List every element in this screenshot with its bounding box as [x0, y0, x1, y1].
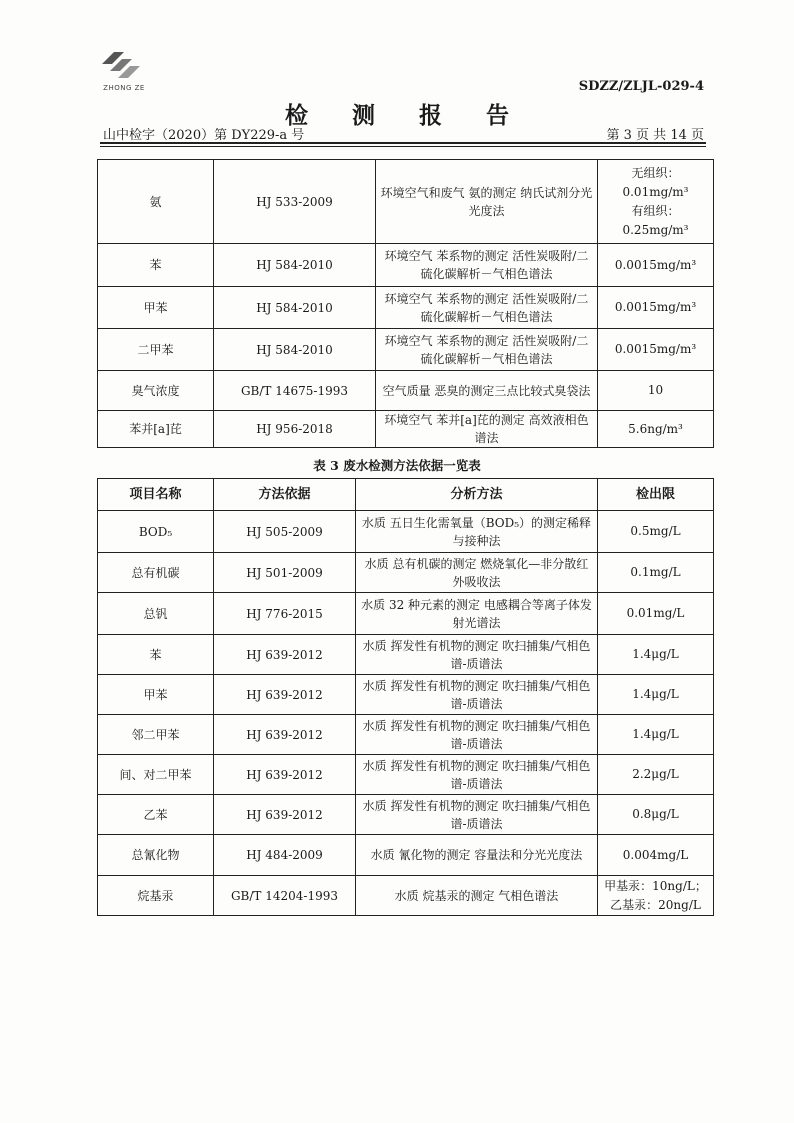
std-cell: HJ 776-2015 [214, 593, 356, 635]
std-cell: HJ 639-2012 [214, 675, 356, 715]
table-row [98, 795, 714, 835]
table-row [98, 244, 714, 287]
limit-line: 1.4μg/L [632, 647, 679, 661]
item-cell: 总有机碳 [98, 553, 214, 593]
page-title: 检 测 报 告 [284, 102, 528, 129]
limit-cell [598, 755, 714, 795]
company-logo [100, 50, 148, 96]
table-row [98, 287, 714, 329]
std-cell: HJ 533-2009 [214, 160, 376, 244]
item-cell: 二甲苯 [98, 329, 214, 371]
limit-line: 1.4μg/L [632, 727, 679, 741]
table-row [98, 329, 714, 371]
limit-cell [598, 287, 714, 329]
table-row [98, 675, 714, 715]
report-subheader [103, 124, 704, 143]
std-cell: GB/T 14204-1993 [214, 876, 356, 916]
limit-line: 1.4μg/L [632, 687, 679, 701]
item-cell: 甲苯 [98, 287, 214, 329]
limit-line: 有组织： [631, 203, 680, 218]
limit-cell [598, 795, 714, 835]
document-number: SDZZ/ZLJL-029-4 [578, 79, 704, 94]
header-rule-thick [100, 142, 706, 144]
limit-line: 10 [647, 383, 664, 397]
table-row [98, 553, 714, 593]
limit-line: 0.01mg/L [626, 606, 685, 620]
limit-line: 5.6ng/m³ [628, 421, 683, 436]
limit-cell [598, 329, 714, 371]
method-cell: 水质 五日生化需氧量（BOD₅）的测定稀释与接种法 [356, 511, 598, 553]
limit-line: 2.2μg/L [632, 767, 679, 781]
limit-line: 0.01mg/m³ [622, 184, 689, 199]
std-cell: HJ 505-2009 [214, 511, 356, 553]
limit-cell [598, 715, 714, 755]
method-cell: 空气质量 恶臭的测定三点比较式臭袋法 [376, 371, 598, 411]
item-cell: 邻二甲苯 [98, 715, 214, 755]
std-cell: HJ 639-2012 [214, 715, 356, 755]
header-item: 项目名称 [98, 479, 214, 511]
header-method: 分析方法 [356, 479, 598, 511]
std-cell: GB/T 14675-1993 [214, 371, 376, 411]
table3-caption: 表 3 废水检测方法依据一览表 [313, 458, 481, 473]
method-cell: 水质 挥发性有机物的测定 吹扫捕集/气相色谱-质谱法 [356, 675, 598, 715]
method-cell: 水质 总有机碳的测定 燃烧氧化—非分散红外吸收法 [356, 553, 598, 593]
item-cell: 苯 [98, 635, 214, 675]
limit-cell [598, 411, 714, 448]
limit-line: 0.0015mg/m³ [614, 257, 697, 272]
limit-line: 0.004mg/L [622, 847, 689, 862]
table-row [98, 593, 714, 635]
std-cell: HJ 584-2010 [214, 287, 376, 329]
std-cell: HJ 639-2012 [214, 795, 356, 835]
std-cell: HJ 956-2018 [214, 411, 376, 448]
limit-line: 0.0015mg/m³ [614, 300, 697, 314]
item-cell: 甲苯 [98, 675, 214, 715]
table-row [98, 876, 714, 916]
std-cell: HJ 501-2009 [214, 553, 356, 593]
limit-cell [598, 511, 714, 553]
limit-cell [598, 876, 714, 916]
method-cell: 环境空气 苯并[a]芘的测定 高效液相色谱法 [376, 411, 598, 448]
table-row [98, 371, 714, 411]
table-row [98, 715, 714, 755]
method-cell: 水质 挥发性有机物的测定 吹扫捕集/气相色谱-质谱法 [356, 795, 598, 835]
std-cell: HJ 639-2012 [214, 635, 356, 675]
limit-line: 0.25mg/m³ [622, 222, 689, 237]
item-cell: 总氰化物 [98, 835, 214, 876]
item-cell: 苯 [98, 244, 214, 287]
method-cell: 环境空气和废气 氨的测定 纳氏试剂分光光度法 [376, 160, 598, 244]
method-cell: 水质 挥发性有机物的测定 吹扫捕集/气相色谱-质谱法 [356, 755, 598, 795]
item-cell: 臭气浓度 [98, 371, 214, 411]
logo-text: ZHONG ZE [103, 84, 145, 92]
table-row [98, 160, 714, 244]
item-cell: 乙苯 [98, 795, 214, 835]
std-cell: HJ 584-2010 [214, 244, 376, 287]
limit-cell [598, 244, 714, 287]
limit-cell [598, 835, 714, 876]
item-cell: 苯并[a]芘 [98, 411, 214, 448]
header-limit: 检出限 [598, 479, 714, 511]
table-row [98, 635, 714, 675]
limit-line: 0.1mg/L [630, 565, 681, 579]
std-cell: HJ 639-2012 [214, 755, 356, 795]
limit-cell [598, 593, 714, 635]
method-cell: 环境空气 苯系物的测定 活性炭吸附/二硫化碳解析－气相色谱法 [376, 244, 598, 287]
method-cell: 水质 挥发性有机物的测定 吹扫捕集/气相色谱-质谱法 [356, 635, 598, 675]
table-header-row [98, 479, 714, 511]
limit-cell [598, 160, 714, 244]
method-cell: 环境空气 苯系物的测定 活性炭吸附/二硫化碳解析－气相色谱法 [376, 287, 598, 329]
header-std: 方法依据 [214, 479, 356, 511]
item-cell: 烷基汞 [98, 876, 214, 916]
wastewater-methods-table [97, 478, 714, 916]
limit-line: 0.5mg/L [630, 524, 681, 538]
limit-cell [598, 371, 714, 411]
limit-cell [598, 675, 714, 715]
air-methods-table [97, 159, 714, 448]
method-cell: 水质 氰化物的测定 容量法和分光光度法 [356, 835, 598, 876]
limit-line: 0.8μg/L [632, 807, 679, 821]
table-row [98, 411, 714, 448]
header-rule-thin [100, 146, 706, 147]
limit-line: 无组织： [631, 165, 680, 180]
std-cell: HJ 584-2010 [214, 329, 376, 371]
table-row [98, 755, 714, 795]
item-cell: 总钒 [98, 593, 214, 635]
std-cell: HJ 484-2009 [214, 835, 356, 876]
report-id: 山中检字（2020）第 DY229-a 号 [103, 128, 305, 143]
method-cell: 环境空气 苯系物的测定 活性炭吸附/二硫化碳解析－气相色谱法 [376, 329, 598, 371]
item-cell: 间、对二甲苯 [98, 755, 214, 795]
method-cell: 水质 挥发性有机物的测定 吹扫捕集/气相色谱-质谱法 [356, 715, 598, 755]
limit-line: 甲基汞：10ng/L； [604, 878, 707, 893]
item-cell: BOD₅ [98, 511, 214, 553]
limit-line: 0.0015mg/m³ [614, 342, 697, 356]
limit-cell [598, 553, 714, 593]
page-info: 第 3 页 共 14 页 [606, 128, 704, 143]
method-cell: 水质 32 种元素的测定 电感耦合等离子体发射光谱法 [356, 593, 598, 635]
limit-cell [598, 635, 714, 675]
table-row [98, 511, 714, 553]
method-cell: 水质 烷基汞的测定 气相色谱法 [356, 876, 598, 916]
limit-line: 乙基汞：20ng/L [610, 897, 701, 912]
table-row [98, 835, 714, 876]
item-cell: 氨 [98, 160, 214, 244]
